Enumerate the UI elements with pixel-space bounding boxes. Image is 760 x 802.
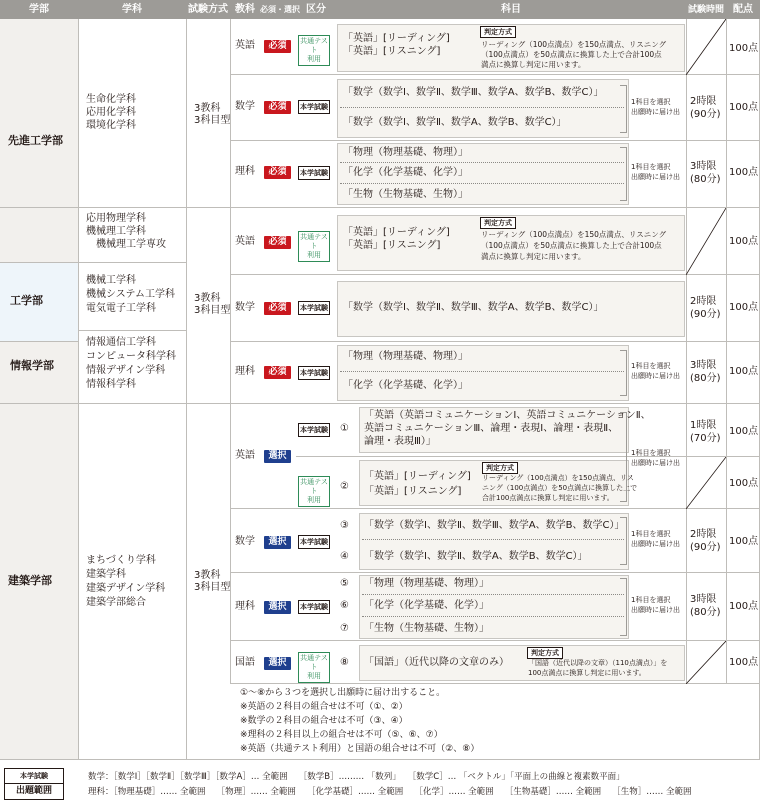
- required-badge: 必須: [264, 302, 291, 315]
- dotted-separator: [340, 107, 624, 108]
- department-name: 生命化学科: [86, 94, 136, 105]
- exam-method: 3教科: [194, 570, 221, 581]
- subject-text: 「英語」[リーディング]: [364, 471, 471, 482]
- scope-science: 理科：［物理基礎］…… 全範囲 ［物理］…… 全範囲 ［化学基礎］…… 全範囲 ［化学］…… 全範囲 ［生物基礎］…… 全範囲 ［生物］…… 全範囲: [88, 787, 692, 797]
- subject-text: 「英語」[リスニング]: [343, 46, 441, 57]
- diagonal-slash: [686, 19, 726, 75]
- faculty-name: 工学部: [10, 294, 43, 307]
- choose-one-note: 出願時に届け出: [631, 372, 680, 380]
- select-badge: 選択: [264, 450, 291, 463]
- exam-method: 3教科: [194, 103, 221, 114]
- subject-text: 「生物（生物基礎、生物）」: [343, 189, 468, 200]
- department-name: 機械理工学専攻: [86, 239, 166, 250]
- divider: [686, 19, 687, 683]
- exam-time: (80分): [690, 607, 721, 618]
- header-time: 試験時間: [687, 5, 724, 15]
- subject-text: 「数学（数学Ⅰ、数学Ⅱ、数学Ⅲ、数学A、数学B、数学C）」: [343, 87, 604, 98]
- judge-text: リーディング（100点満点）を150点満点、リスニング: [481, 40, 667, 49]
- divider: [230, 341, 760, 342]
- divider: [296, 456, 686, 457]
- subject-english: 英語: [235, 450, 255, 461]
- main-exam-tag: 本学試験: [298, 423, 330, 437]
- department-name: 建築デザイン学科: [86, 583, 166, 594]
- points: 100点: [729, 366, 759, 377]
- divider: [0, 341, 78, 342]
- department-name: 情報デザイン学科: [86, 365, 166, 376]
- choose-one-note: 出願時に届け出: [631, 540, 680, 548]
- subject-text: 「英語」[リーディング]: [343, 227, 450, 238]
- judge-text: ニング（100点満点）を50点満点に換算した上で: [482, 484, 638, 492]
- subject-text: 「生物（生物基礎、生物）」: [364, 623, 489, 634]
- header-required-select: 必須・選択: [260, 5, 300, 14]
- bracket: [620, 350, 627, 396]
- points: 100点: [729, 536, 759, 547]
- judge-text: （100点満点）を50点満点に換算した上で合計100点: [481, 50, 662, 59]
- choose-one-note: 1科目を選択: [631, 163, 671, 171]
- department-name: 応用化学科: [86, 107, 136, 118]
- department-name: 情報通信工学科: [86, 337, 156, 348]
- divider: [230, 140, 760, 141]
- judge-text: 合計100点満点に換算し判定に用います。: [482, 494, 614, 502]
- exam-time: 2時限: [690, 529, 717, 540]
- common-test-tag: 共通テスト 利用: [298, 231, 330, 262]
- scope-label: 出題範囲: [15, 786, 52, 796]
- common-test-tag: 共通テスト 利用: [298, 476, 330, 507]
- judge-text: （100点満点）を50点満点に換算した上で合計100点: [481, 241, 662, 250]
- subject-text: 「物理（物理基礎、物理）」: [364, 578, 489, 589]
- divider: [78, 262, 186, 263]
- exam-time: (90分): [690, 309, 721, 320]
- choose-one-note: 出願時に届け出: [631, 606, 680, 614]
- subject-text: 英語コミュニケーションⅢ、論理・表現Ⅰ、論理・表現Ⅱ、: [364, 423, 619, 434]
- points: 100点: [729, 102, 759, 113]
- subject-japanese: 国語: [235, 657, 255, 668]
- subject-text: 「数学（数学Ⅰ、数学Ⅱ、数学A、数学B、数学C）」: [343, 117, 567, 128]
- divider: [230, 640, 760, 641]
- select-badge: 選択: [264, 536, 291, 549]
- subject-text: 「英語（英語コミュニケーションⅠ、英語コミュニケーションⅡ、: [364, 410, 651, 421]
- main-exam-tag: 本学試験: [298, 535, 330, 549]
- note-line: ※英語の２科目の組合せは不可（①、②）: [240, 702, 408, 712]
- choose-one-note: 出願時に届け出: [631, 173, 680, 181]
- divider: [186, 19, 187, 759]
- points: 100点: [729, 601, 759, 612]
- subject-text: 「物理（物理基礎、物理）」: [343, 351, 468, 362]
- department-name: 建築学科: [86, 569, 126, 580]
- subject-text: 「数学（数学Ⅰ、数学Ⅱ、数学A、数学B、数学C）」: [364, 551, 588, 562]
- header-category: 区分: [306, 4, 326, 15]
- divider: [726, 19, 727, 683]
- choose-one-note: 1科目を選択: [631, 98, 671, 106]
- bracket: [620, 85, 627, 133]
- subject-math: 数学: [235, 101, 255, 112]
- note-line: ※理科の２科目以上の組合せは不可（⑤、⑥、⑦）: [240, 730, 443, 740]
- judge-text: 満点に換算し判定に用います。: [481, 252, 586, 261]
- main-exam-tag: 本学試験: [298, 100, 330, 114]
- exam-time: 3時限: [690, 161, 717, 172]
- faculty-name: 先進工学部: [8, 134, 63, 147]
- header-subject: 教科: [235, 4, 255, 15]
- department-name: まちづくり学科: [86, 555, 156, 566]
- diagonal-slash: [686, 457, 726, 509]
- subject-text: 「化学（化学基礎、化学）」: [343, 380, 468, 391]
- faculty-name: 建築学部: [8, 574, 52, 587]
- dotted-separator: [340, 183, 624, 184]
- subject-text: 「数学（数学Ⅰ、数学Ⅱ、数学Ⅲ、数学A、数学B、数学C）」: [343, 302, 604, 313]
- points: 100点: [729, 302, 759, 313]
- option-number: ②: [340, 481, 349, 492]
- bracket: [620, 578, 627, 636]
- faculty-cell-bg: [0, 341, 78, 403]
- faculty-name: 情報学部: [10, 359, 54, 372]
- dotted-separator: [362, 616, 624, 617]
- bracket: [620, 412, 627, 502]
- option-number: ⑦: [340, 623, 349, 634]
- subject-text: 「化学（化学基礎、化学）」: [343, 167, 468, 178]
- divider: [230, 683, 760, 684]
- option-number: ④: [340, 551, 349, 562]
- required-badge: 必須: [264, 101, 291, 114]
- note-line: ※数学の２科目の組合せは不可（③、④）: [240, 716, 408, 726]
- option-number: ③: [340, 520, 349, 531]
- points: 100点: [729, 657, 759, 668]
- common-test-tag: 共通テスト 利用: [298, 35, 330, 66]
- common-test-tag: 共通テスト 利用: [298, 652, 330, 683]
- exam-time: 2時限: [690, 96, 717, 107]
- divider: [78, 19, 79, 759]
- choose-one-note: 出願時に届け出: [631, 459, 680, 467]
- judge-method-tag: 判定方式: [482, 462, 518, 474]
- department-name: 機械工学科: [86, 275, 136, 286]
- divider: [230, 274, 760, 275]
- header-faculty: 学部: [29, 4, 49, 15]
- table-header: [0, 0, 760, 19]
- choose-one-note: 1科目を選択: [631, 362, 671, 370]
- main-exam-tag: 本学試験: [298, 600, 330, 614]
- select-badge: 選択: [264, 601, 291, 614]
- exam-time: (80分): [690, 373, 721, 384]
- points: 100点: [729, 478, 759, 489]
- required-badge: 必須: [264, 40, 291, 53]
- exam-time: (80分): [690, 174, 721, 185]
- option-number: ⑧: [340, 657, 349, 668]
- subject-math: 数学: [235, 536, 255, 547]
- points: 100点: [729, 236, 759, 247]
- divider: [230, 508, 760, 509]
- department-name: 電気電子工学科: [86, 303, 156, 314]
- points: 100点: [729, 426, 759, 437]
- main-exam-tag: 本学試験: [298, 366, 330, 380]
- exam-time: 2時限: [690, 296, 717, 307]
- judge-method-tag: 判定方式: [480, 217, 516, 229]
- subject-math: 数学: [235, 302, 255, 313]
- required-badge: 必須: [264, 236, 291, 249]
- exam-time: 3時限: [690, 360, 717, 371]
- header-item: 科目: [501, 4, 521, 15]
- required-badge: 必須: [264, 366, 291, 379]
- main-exam-tag: 本学試験: [5, 769, 63, 784]
- main-exam-tag: 本学試験: [298, 301, 330, 315]
- judge-method-tag: 判定方式: [480, 26, 516, 38]
- subject-science: 理科: [235, 601, 255, 612]
- header-method: 試験方式: [188, 4, 228, 15]
- judge-text: リーディング（100点満点）を150点満点、リス: [482, 474, 634, 482]
- note-line: ①～⑧から３つを選択し出願時に届け出すること。: [240, 688, 446, 698]
- subject-english: 英語: [235, 40, 255, 51]
- department-name: 機械システム工学科: [86, 289, 175, 300]
- judge-method-tag: 判定方式: [527, 647, 563, 659]
- dotted-separator: [340, 371, 624, 372]
- divider: [0, 262, 78, 263]
- scope-label-box: [4, 768, 64, 800]
- subject-text: 「英語」[リスニング]: [343, 240, 441, 251]
- dotted-separator: [362, 594, 624, 595]
- dotted-separator: [362, 539, 624, 540]
- subject-science: 理科: [235, 366, 255, 377]
- points: 100点: [729, 43, 759, 54]
- subject-science: 理科: [235, 166, 255, 177]
- option-number: ①: [340, 423, 349, 434]
- bracket: [620, 517, 627, 565]
- choose-one-note: 1科目を選択: [631, 449, 671, 457]
- exam-time: (90分): [690, 542, 721, 553]
- department-name: 機械理工学科: [86, 226, 146, 237]
- department-name: 応用物理学科: [86, 213, 146, 224]
- subject-text: 「物理（物理基礎、物理）」: [343, 147, 468, 158]
- department-name: コンピュータ科学科: [86, 351, 176, 362]
- choose-one-note: 1科目を選択: [631, 530, 671, 538]
- exam-time: (70分): [690, 433, 721, 444]
- divider: [0, 403, 760, 404]
- divider: [230, 74, 760, 75]
- department-name: 建築学部総合: [86, 597, 146, 608]
- subject-text: 「英語」[リーディング]: [343, 33, 450, 44]
- choose-one-note: 出願時に届け出: [631, 108, 680, 116]
- subject-text: 論理・表現Ⅲ）」: [364, 436, 436, 447]
- judge-text: 100点満点に換算し判定に用います。: [528, 669, 646, 677]
- subject-text: 「数学（数学Ⅰ、数学Ⅱ、数学Ⅲ、数学A、数学B、数学C）」: [364, 520, 625, 531]
- exam-method: 3科目型: [194, 582, 231, 593]
- subject-text: 「英語」[リスニング]: [364, 486, 462, 497]
- header-department: 学科: [122, 4, 142, 15]
- judge-text: 「国語（近代以降の文章）（110点満点）」を: [528, 659, 668, 667]
- judge-text: 満点に換算し判定に用います。: [481, 60, 586, 69]
- dotted-separator: [340, 162, 624, 163]
- divider: [0, 207, 760, 208]
- divider: [0, 759, 760, 760]
- scope-math: 数学：［数学Ⅰ］［数学Ⅱ］［数学Ⅲ］［数学A］… 全範囲 ［数学B］……… 「数列」 ［数学C］… 「ベクトル」「平面上の曲線と複素数平面」: [88, 772, 625, 782]
- choose-one-note: 1科目を選択: [631, 596, 671, 604]
- header-points: 配点: [733, 4, 753, 15]
- exam-method: 3教科: [194, 293, 221, 304]
- note-line: ※英語（共通テスト利用）と国語の組合せは不可（②、⑧）: [240, 744, 480, 754]
- department-name: 情報科学科: [86, 379, 136, 390]
- required-badge: 必須: [264, 166, 291, 179]
- main-exam-tag: 本学試験: [298, 166, 330, 180]
- exam-time: 3時限: [690, 594, 717, 605]
- divider: [78, 330, 186, 331]
- bracket: [620, 147, 627, 201]
- exam-method: 3科目型: [194, 115, 231, 126]
- department-name: 環境化学科: [86, 120, 136, 131]
- subject-text: 「化学（化学基礎、化学）」: [364, 600, 489, 611]
- subject-text: 「国語」（近代以降の文章のみ）: [364, 657, 509, 668]
- exam-time: (90分): [690, 109, 721, 120]
- diagonal-slash: [686, 641, 726, 684]
- points: 100点: [729, 167, 759, 178]
- option-number: ⑥: [340, 600, 349, 611]
- exam-time: 1時限: [690, 420, 717, 431]
- judge-text: リーディング（100点満点）を150点満点、リスニング: [481, 230, 667, 239]
- exam-method: 3科目型: [194, 305, 231, 316]
- subject-english: 英語: [235, 236, 255, 247]
- option-number: ⑤: [340, 578, 349, 589]
- diagonal-slash: [686, 208, 726, 275]
- select-badge: 選択: [264, 657, 291, 670]
- divider: [230, 572, 760, 573]
